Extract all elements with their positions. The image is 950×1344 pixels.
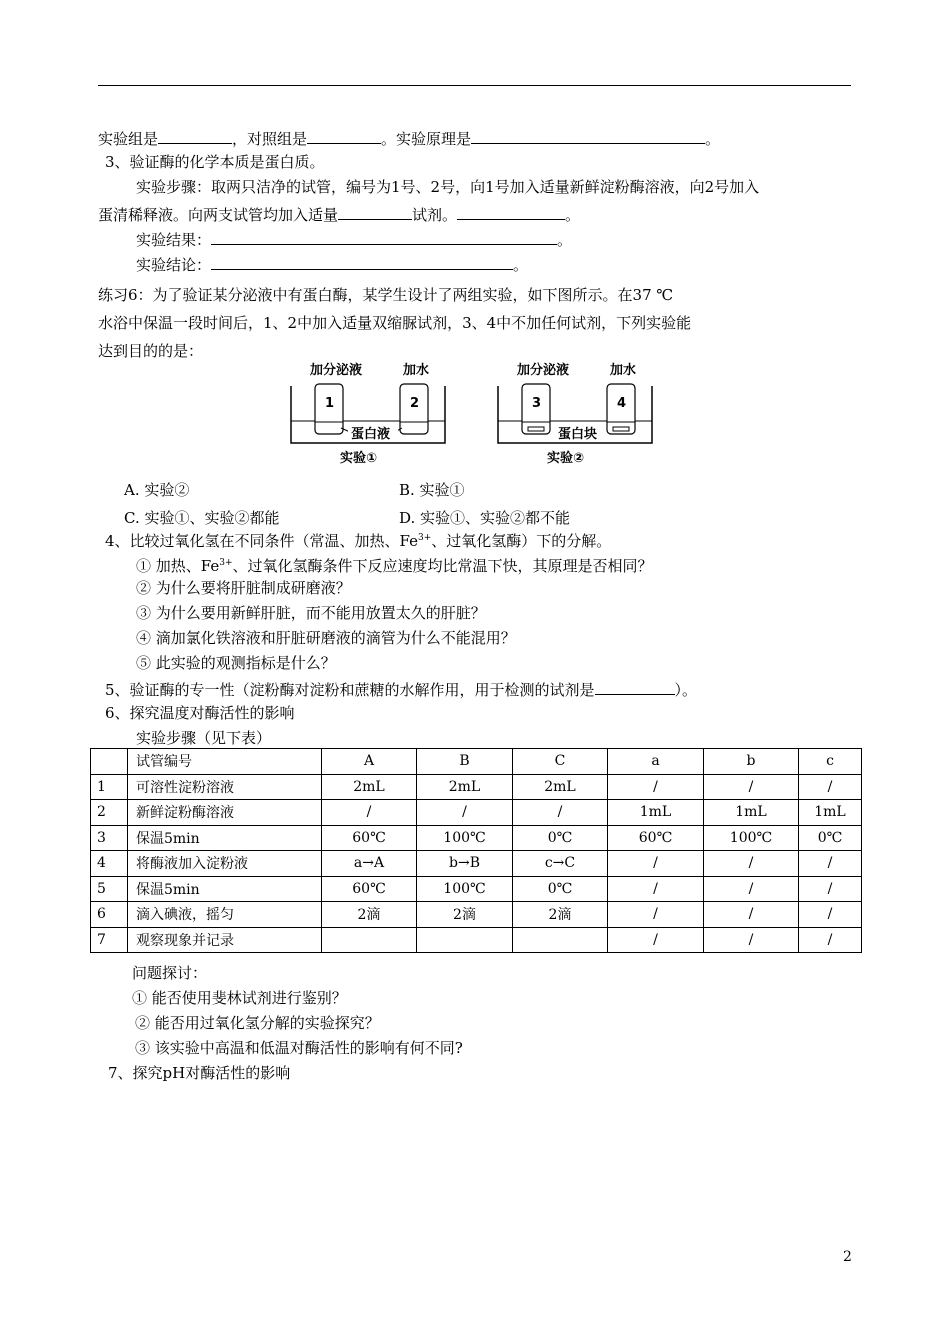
table-cell: / <box>799 927 862 953</box>
content-label: 蛋白块 <box>558 427 598 442</box>
q4-item-1 <box>136 553 653 576</box>
superscript: 3+ <box>418 533 432 543</box>
table-cell: 保温5min <box>128 876 322 902</box>
table-cell: 3 <box>91 825 128 851</box>
table-cell: 试管编号 <box>128 749 322 775</box>
table-cell <box>91 749 128 775</box>
answer-blank[interactable] <box>338 203 412 220</box>
tube-number: 4 <box>617 396 627 411</box>
table-cell: / <box>704 927 799 953</box>
q3-result <box>136 228 572 250</box>
table-cell: b→B <box>417 851 513 877</box>
answer-blank[interactable] <box>471 127 705 144</box>
ex6-line3: 达到目的的是： <box>98 342 204 360</box>
q3-title: 3、验证酶的化学本质是蛋白质。 <box>105 153 325 171</box>
q4-item-2: ② 为什么要将肝脏制成研磨液？ <box>136 579 351 597</box>
table-cell: / <box>704 876 799 902</box>
q6-subtitle: 实验步骤（见下表） <box>136 729 272 747</box>
table-cell: 4 <box>91 851 128 877</box>
beaker-experiment-2 <box>498 362 652 466</box>
answer-blank[interactable] <box>307 127 381 144</box>
table-row <box>91 902 862 928</box>
q4-item-5: ⑤ 此实验的观测指标是什么？ <box>136 654 336 672</box>
table-cell: / <box>704 774 799 800</box>
q5-text <box>105 678 697 700</box>
text: ，对照组是 <box>232 130 308 148</box>
label-add-water: 加水 <box>403 363 430 378</box>
experiment-table <box>90 748 862 953</box>
q6-title: 6、探究温度对酶活性的影响 <box>105 704 295 722</box>
table-cell: 可溶性淀粉溶液 <box>128 774 322 800</box>
table-cell: / <box>417 800 513 826</box>
table-row <box>91 851 862 877</box>
table-cell: 0℃ <box>513 825 608 851</box>
q3-steps-line1: 实验步骤：取两只洁净的试管，编号为1号、2号，向1号加入适量新鲜淀粉酶溶液，向2号加入 <box>136 178 760 196</box>
discussion-item-1: ① 能否使用斐林试剂进行鉴别？ <box>132 989 347 1007</box>
table-cell: 7 <box>91 927 128 953</box>
answer-blank[interactable] <box>158 127 232 144</box>
table-cell: A <box>322 749 417 775</box>
table-cell: / <box>704 851 799 877</box>
table-cell: / <box>608 851 704 877</box>
text: 、过氧化氢酶条件下反应速度均比常温下快，其原理是否相同？ <box>232 557 653 575</box>
text: 。 <box>557 231 573 249</box>
answer-blank[interactable] <box>595 678 675 695</box>
table-cell: 6 <box>91 902 128 928</box>
table-cell: a→A <box>322 851 417 877</box>
ex6-line1: 练习6：为了验证某分泌液中有蛋白酶，某学生设计了两组实验，如下图所示。在37 ℃ <box>98 286 674 304</box>
text: 实验组是 <box>98 130 159 148</box>
table-row <box>91 774 862 800</box>
table-cell: c <box>799 749 862 775</box>
answer-blank[interactable] <box>457 203 565 220</box>
text: 试剂。 <box>412 206 458 224</box>
table-cell: 1mL <box>608 800 704 826</box>
text: 。 <box>513 256 529 274</box>
table-cell: 保温5min <box>128 825 322 851</box>
superscript: 3+ <box>219 558 233 568</box>
answer-blank[interactable] <box>211 253 513 270</box>
option-d[interactable]: D. 实验①、实验②都不能 <box>399 509 571 527</box>
table-cell: / <box>608 902 704 928</box>
header-rule <box>98 85 851 86</box>
text: 4、比较过氧化氢在不同条件（常温、加热、Fe <box>105 532 419 550</box>
table-cell: / <box>799 851 862 877</box>
text: 实验结果： <box>136 231 212 249</box>
table-row <box>91 876 862 902</box>
tube-number: 1 <box>325 396 335 411</box>
table-row <box>91 927 862 953</box>
table-cell: 1mL <box>704 800 799 826</box>
table-cell: 2mL <box>322 774 417 800</box>
text: ① 加热、Fe <box>136 557 220 575</box>
table-cell: 100℃ <box>417 825 513 851</box>
tube-number: 3 <box>532 396 542 411</box>
discussion-item-2: ② 能否用过氧化氢分解的实验探究？ <box>135 1014 380 1032</box>
caption-exp1: 实验① <box>340 451 378 466</box>
table-cell: 5 <box>91 876 128 902</box>
table-cell <box>513 927 608 953</box>
table-cell <box>417 927 513 953</box>
table-cell: 滴入碘液，摇匀 <box>128 902 322 928</box>
table-cell: 1 <box>91 774 128 800</box>
table-cell: 100℃ <box>417 876 513 902</box>
table-cell: c→C <box>513 851 608 877</box>
table-cell: B <box>417 749 513 775</box>
option-a[interactable]: A. 实验② <box>124 481 190 499</box>
text: 。 <box>705 130 721 148</box>
text: 、过氧化氢酶）下的分解。 <box>431 532 612 550</box>
content-label: 蛋白液 <box>351 427 391 442</box>
option-c[interactable]: C. 实验①、实验②都能 <box>124 509 280 527</box>
table-cell: 观察现象并记录 <box>128 927 322 953</box>
q4-title <box>105 528 611 551</box>
table-cell: 60℃ <box>608 825 704 851</box>
option-b[interactable]: B. 实验① <box>399 481 465 499</box>
table-row <box>91 825 862 851</box>
table-cell: / <box>513 800 608 826</box>
table-cell: 0℃ <box>513 876 608 902</box>
table-cell: / <box>799 774 862 800</box>
table-row <box>91 800 862 826</box>
text: 。实验原理是 <box>381 130 472 148</box>
text: 实验结论： <box>136 256 212 274</box>
table-cell: / <box>608 774 704 800</box>
q7-title: 7、探究pH对酶活性的影响 <box>108 1064 291 1082</box>
table-cell: / <box>704 902 799 928</box>
text: 。 <box>565 206 581 224</box>
q3-steps-line2 <box>98 203 580 225</box>
table-cell: 2mL <box>513 774 608 800</box>
table-cell: 2滴 <box>417 902 513 928</box>
table-cell: 2 <box>91 800 128 826</box>
table-cell: a <box>608 749 704 775</box>
q4-item-4: ④ 滴加氯化铁溶液和肝脏研磨液的滴管为什么不能混用？ <box>136 629 516 647</box>
q3-conclusion <box>136 253 528 275</box>
table-cell: 60℃ <box>322 825 417 851</box>
ex6-line2: 水浴中保温一段时间后，1、2中加入适量双缩脲试剂，3、4中不加任何试剂，下列实验能 <box>98 314 692 332</box>
table-cell: 2滴 <box>322 902 417 928</box>
table-cell: 2滴 <box>513 902 608 928</box>
experiment-figure <box>285 358 660 473</box>
page-number: 2 <box>843 1249 852 1265</box>
table-cell: C <box>513 749 608 775</box>
table-header-row <box>91 749 862 775</box>
label-add-secretion: 加分泌液 <box>310 363 363 378</box>
table-cell: 0℃ <box>799 825 862 851</box>
table-cell: 将酶液加入淀粉液 <box>128 851 322 877</box>
table-cell: / <box>322 800 417 826</box>
table-cell: / <box>608 876 704 902</box>
table-cell: 2mL <box>417 774 513 800</box>
table-cell: 1mL <box>799 800 862 826</box>
text: ）。 <box>674 681 698 699</box>
label-add-secretion: 加分泌液 <box>517 363 570 378</box>
discussion-item-3: ③ 该实验中高温和低温对酶活性的影响有何不同? <box>135 1039 463 1057</box>
table-cell: / <box>799 876 862 902</box>
answer-blank[interactable] <box>211 228 557 245</box>
label-add-water: 加水 <box>610 363 637 378</box>
text: 5、验证酶的专一性（淀粉酶对淀粉和蔗糖的水解作用，用于检测的试剂是 <box>105 681 595 699</box>
table-cell: 新鲜淀粉酶溶液 <box>128 800 322 826</box>
text: 蛋清稀释液。向两支试管均加入适量 <box>98 206 339 224</box>
table-cell: b <box>704 749 799 775</box>
table-cell: / <box>799 902 862 928</box>
caption-exp2: 实验② <box>547 451 585 466</box>
fill-line-groups <box>98 127 720 149</box>
table-cell: 100℃ <box>704 825 799 851</box>
tube-number: 2 <box>410 396 420 411</box>
beaker-experiment-1 <box>291 362 445 466</box>
table-cell: 60℃ <box>322 876 417 902</box>
q4-item-3: ③ 为什么要用新鲜肝脏，而不能用放置太久的肝脏？ <box>136 604 486 622</box>
table-cell <box>322 927 417 953</box>
table-cell: / <box>608 927 704 953</box>
discussion-title: 问题探讨： <box>132 964 208 982</box>
